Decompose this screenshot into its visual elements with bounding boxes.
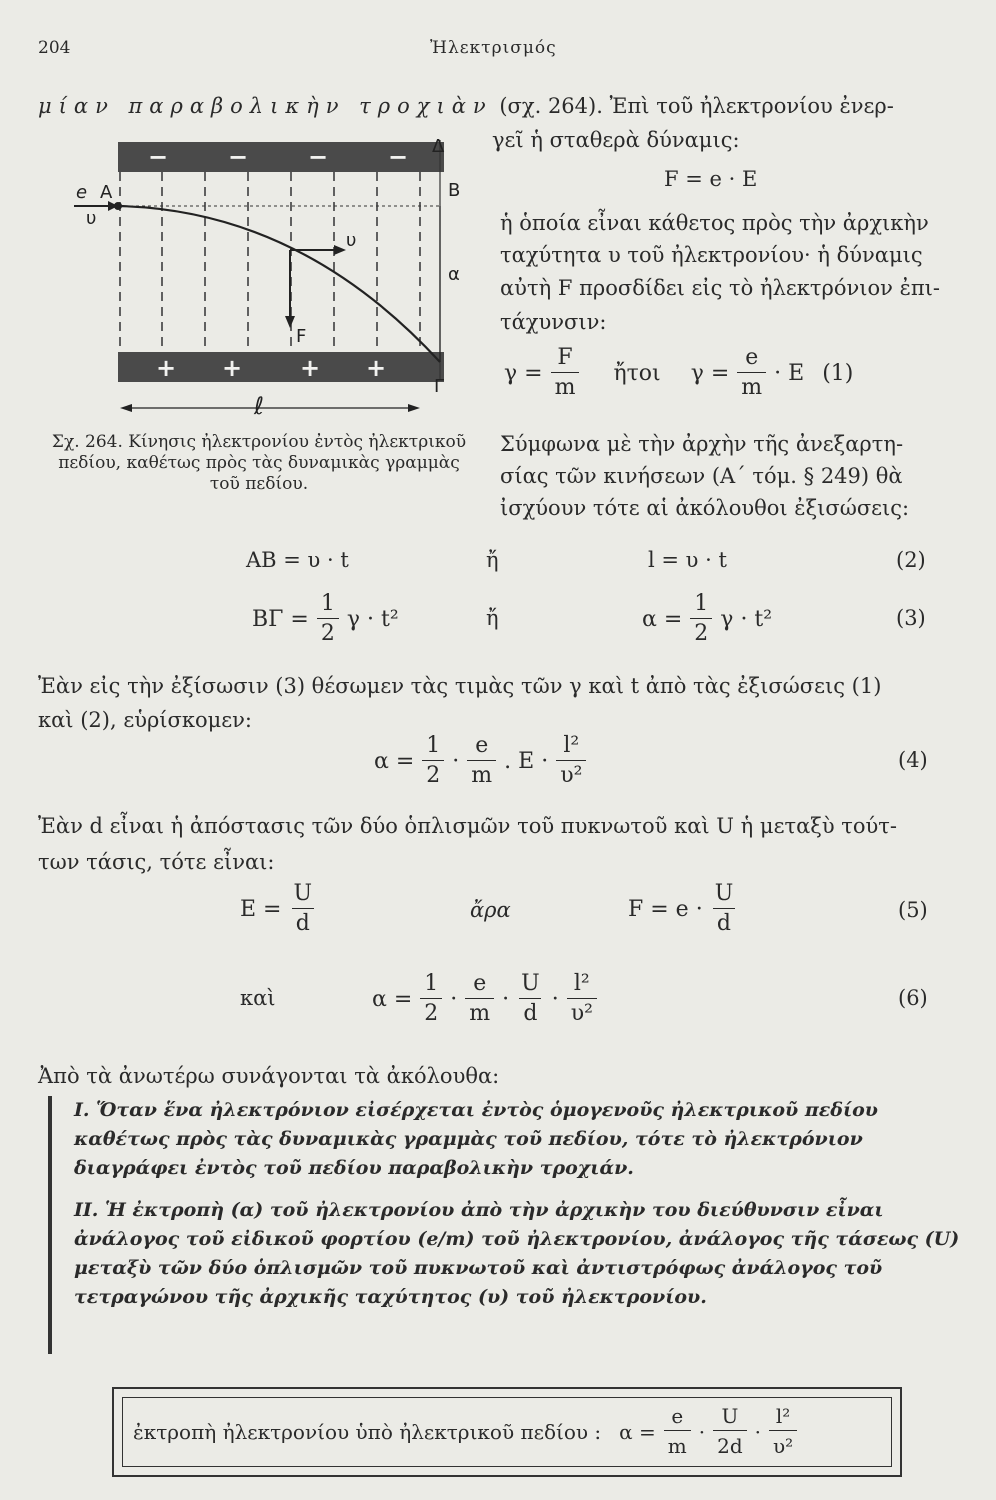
label-F: F bbox=[296, 326, 307, 347]
plus-sign: + bbox=[300, 354, 321, 382]
right-para-3: αὐτὴ F προσδίδει εἰς τὸ ἠλεκτρόνιον ἐπι- bbox=[500, 276, 940, 300]
right-line-1: γεῖ ἡ σταθερὰ δύναμις: bbox=[492, 128, 740, 152]
eq6-number: (6) bbox=[898, 986, 928, 1010]
velocity-arrowhead bbox=[334, 245, 346, 255]
eq3-or: ἤ bbox=[486, 606, 499, 630]
eq5-left: E = $\frac{U}{d}$ bbox=[236, 880, 320, 939]
eq2-lhs: AB = υ · t bbox=[246, 548, 349, 572]
eq2-or: ἤ bbox=[486, 548, 499, 572]
eq3-right: α = $\frac{1}{2}$ γ · t² bbox=[638, 590, 776, 649]
para1-line-1: Ἐὰν εἰς τὴν ἐξίσωσιν (3) θέσωμεν τὰς τιμὰς τῶν γ καὶ t ἀπὸ τὰς ἐξισώσεις (1) bbox=[38, 674, 882, 698]
figure-caption: Σχ. 264. Κίνησις ἠλεκτρονίου ἐντὸς ἠλεκτρικοῦ πεδίου, καθέτως πρὸς τὰς δυναμικὰς γραμμὰς τοῦ πεδίου. bbox=[51, 432, 467, 494]
para1-line-2: καὶ (2), εὑρίσκομεν: bbox=[38, 708, 253, 732]
label-alpha: α bbox=[448, 264, 460, 285]
equation-6: α = $\frac{1}{2}$ · $\frac{e}{m}$ · $\frac{U}{d}$ · $\frac{\text{l²}}{\text{υ²}}$ bbox=[368, 970, 601, 1029]
electron-dot bbox=[114, 202, 122, 210]
conclusion-intro: Ἀπὸ τὰ ἀνωτέρω συνάγονται τὰ ἀκόλουθα: bbox=[38, 1064, 500, 1088]
boxed-formula: ἐκτροπὴ ἠλεκτρονίου ὑπὸ ἠλεκτρικοῦ πεδίου : α = $\frac{e}{m}$ · $\frac{U}{2d}$ · $\frac{\text{l²}}{\text{υ²}}$ bbox=[129, 1402, 801, 1461]
label-B: B bbox=[448, 180, 461, 201]
eq1-gamma-2: γ = bbox=[690, 361, 730, 386]
equation-1 bbox=[500, 344, 940, 403]
eq3-left: ΒΓ = $\frac{1}{2}$ γ · t² bbox=[248, 590, 403, 649]
label-v: υ bbox=[346, 230, 357, 251]
eq6-kai: καὶ bbox=[240, 986, 276, 1010]
equation-4: α = $\frac{1}{2}$ · $\frac{e}{m}$ . E · $\frac{\text{l²}}{\text{υ²}}$ bbox=[370, 732, 590, 791]
field-lines bbox=[120, 172, 420, 352]
eq5-number: (5) bbox=[898, 898, 928, 922]
right-sympfona-2: σίας τῶν κινήσεων (Α΄ τόμ. § 249) θὰ bbox=[500, 464, 903, 488]
label-v-in: υ bbox=[86, 208, 97, 229]
eq1-frac-F-m: $\frac{F}{m}$ bbox=[551, 344, 580, 403]
label-l: ℓ bbox=[254, 392, 264, 420]
plus-sign: + bbox=[222, 354, 243, 382]
eq1-E: · E bbox=[774, 361, 805, 386]
eq1-gamma: γ = bbox=[504, 361, 543, 386]
eq2-number: (2) bbox=[896, 548, 926, 572]
right-para-4: τάχυνσιν: bbox=[500, 310, 607, 334]
eq2-rhs: l = υ · t bbox=[648, 548, 727, 572]
plus-sign: + bbox=[156, 354, 177, 382]
intro-line bbox=[38, 94, 894, 118]
force-arrowhead bbox=[285, 316, 295, 328]
para2-line-2: των τάσις, τότε εἶναι: bbox=[38, 850, 275, 874]
trajectory bbox=[118, 206, 440, 362]
eq5-right: F = e · $\frac{U}{d}$ bbox=[624, 880, 741, 939]
conclusion-point-2: II. Ἡ ἐκτροπὴ (α) τοῦ ἠλεκτρονίου ἀπὸ τὴν ἀρχικὴν του διεύθυνσιν εἶναι ἀνάλογος τοῦ εἰδικοῦ φορτίου (e/m) τοῦ ἠλεκτρονίου, ἀνάλογος τῆς τάσεως (U) μεταξὺ τῶν δύο ὁπλισμῶν τοῦ πυκνωτοῦ καὶ ἀντιστρόφως ἀνάλογος τοῦ τετραγώνου τῆς ἀρχικῆς ταχύτητος (υ) τοῦ ἠλεκτρονίου. bbox=[74, 1199, 960, 1308]
label-A: A bbox=[100, 182, 113, 203]
minus-sign: − bbox=[308, 143, 329, 171]
right-para-1: ἡ ὁποία εἶναι κάθετος πρὸς τὴν ἀρχικὴν bbox=[500, 211, 929, 235]
formula-box bbox=[112, 1387, 902, 1477]
figure-264 bbox=[60, 130, 480, 430]
eq3-number: (3) bbox=[896, 606, 926, 630]
eq-F-equals-eE: F = e · E bbox=[664, 167, 758, 191]
right-para-2: ταχύτητα υ τοῦ ἠλεκτρονίου· ἡ δύναμις bbox=[500, 243, 923, 267]
minus-sign: − bbox=[228, 143, 249, 171]
eq1-number: (1) bbox=[822, 361, 854, 386]
minus-sign: − bbox=[148, 143, 169, 171]
eq4-number: (4) bbox=[898, 748, 928, 772]
intro-rest: (σχ. 264). Ἐπὶ τοῦ ἠλεκτρονίου ἐνερ- bbox=[499, 94, 894, 118]
label-e: e bbox=[76, 182, 88, 203]
para2-line-1: Ἐὰν d εἶναι ἡ ἀπόστασις τῶν δύο ὁπλισμῶν τοῦ πυκνωτοῦ καὶ U ἡ μεταξὺ τούτ- bbox=[38, 814, 898, 838]
intro-spaced: μίαν παραβολικὴν τροχιὰν bbox=[38, 94, 493, 118]
page-number: 204 bbox=[38, 38, 71, 58]
right-sympfona-1: Σύμφωνα μὲ τὴν ἀρχὴν τῆς ἀνεξαρτη- bbox=[500, 432, 904, 456]
plus-sign: + bbox=[366, 354, 387, 382]
eq1-hetoi: ἤτοι bbox=[613, 361, 661, 386]
eq5-ara: ἄρα bbox=[470, 898, 511, 922]
running-title: Ἠλεκτρισμός bbox=[430, 38, 557, 58]
conclusion-bar bbox=[48, 1096, 52, 1354]
conclusion-point-1: I. Ὅταν ἕνα ἠλεκτρόνιον εἰσέρχεται ἐντὸς ὁμογενοῦς ἠλεκτρικοῦ πεδίου καθέτως πρὸς τὰς δυναμικὰς γραμμὰς τοῦ πεδίου, τότε τὸ ἠλεκτρόνιον διαγράφει ἐντὸς τοῦ πεδίου παραβολικὴν τροχιάν. bbox=[74, 1099, 878, 1179]
label-delta: Δ bbox=[432, 136, 445, 157]
right-sympfona-3: ἰσχύουν τότε αἱ ἀκόλουθοι ἐξισώσεις: bbox=[500, 496, 910, 520]
minus-sign: − bbox=[388, 143, 409, 171]
label-gamma: Γ bbox=[434, 376, 445, 397]
eq1-frac-e-m: $\frac{e}{m}$ bbox=[737, 344, 766, 403]
